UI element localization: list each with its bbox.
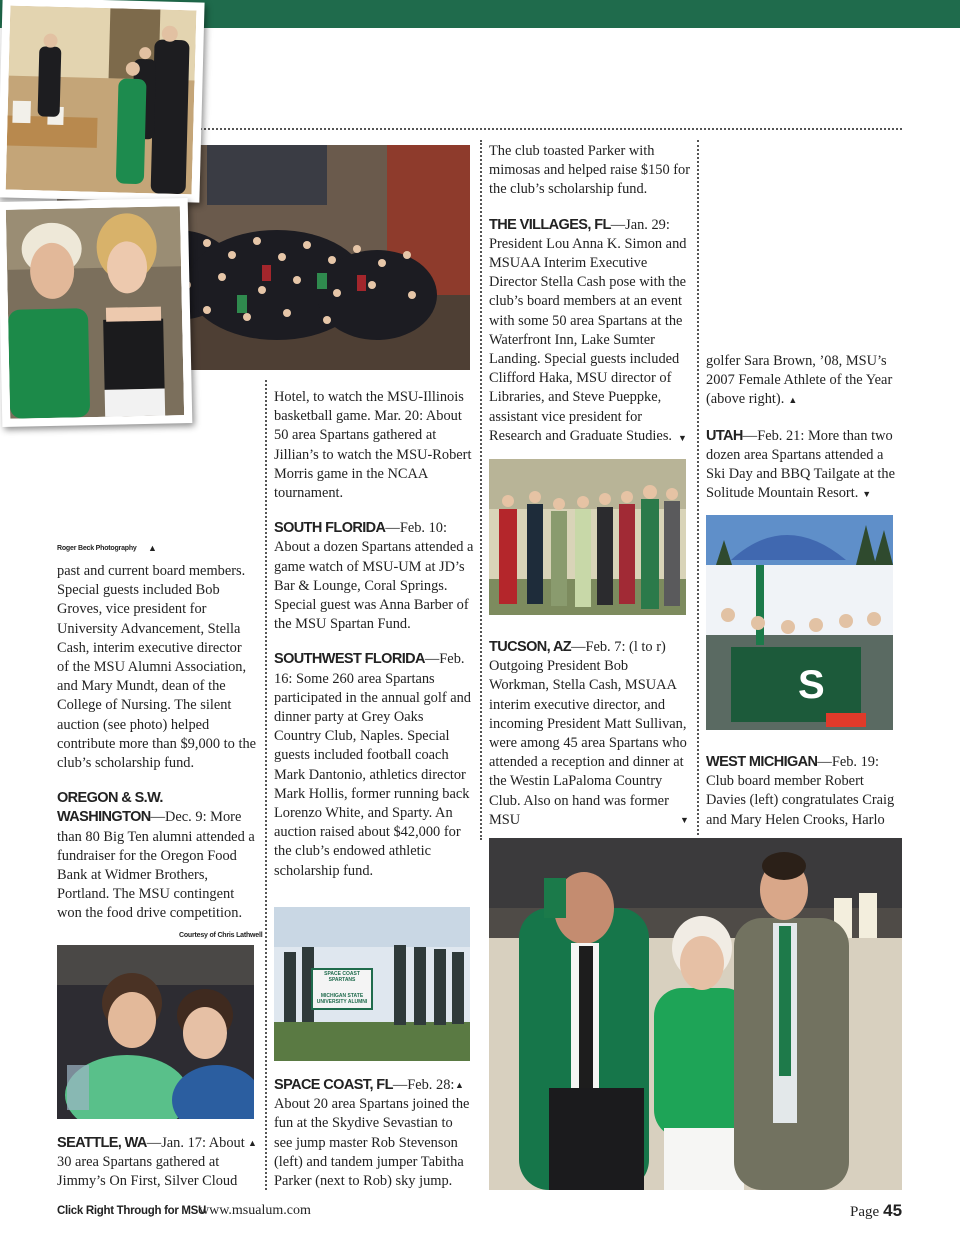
utah-story [706, 427, 900, 505]
space-coast-body: —Feb. 28: About 20 area Spartans joined the fun at the Skydive Sevastian to see jump master Rob Stevenson (left) and tandem jumper Tabitha Parker (next to Rob) sky jump. [274, 1077, 470, 1190]
west-michigan-story [706, 753, 900, 830]
tucson-body: —Feb. 7: (l to r) Outgoing President Bob Workman, Stella Cash, MSUAA interim executive director, and incoming President Matt Sullivan, were among 45 area Spartans who attended a reception and dinner at the Westin LaPaloma Country Club. Also on hand was former MSU [489, 639, 687, 828]
arrow-down-icon: ▼ [678, 433, 687, 443]
villages-story [489, 216, 691, 446]
space-coast-story [274, 1076, 474, 1191]
banner-title: SPACE COAST SPARTANS [324, 971, 360, 983]
west-michigan-heading: WEST MICHIGAN [706, 754, 818, 770]
page-label: Page [850, 1204, 880, 1220]
photo-utah-ski-day [706, 515, 893, 730]
tucson-story [489, 638, 691, 830]
mimosas-text: The club toasted Parker with mimosas and helped raise $150 for the club’s scholarship fund. [489, 143, 691, 198]
south-florida-body: —Feb. 10: About a dozen Spartans attended a game watch of MSU-UM at JD’s Bar & Lounge, Coral Springs. Special guest was Anna Barber of the MSU Spartan Fund. [274, 520, 474, 633]
column-2 [274, 388, 474, 881]
banner-subtitle: MICHIGAN STATE UNIVERSITY ALUMNI [316, 993, 368, 1005]
board-members-text: past and current board members. Special guests included Bob Groves, vice president for University Advancement, Stella Cash, interim executive director of the MSU Alumni Association, and Mary Mundt, dean of the College of Nursing. The silent auction (see photo) helped contribute more than $9,000 to the club’s scholarship fund. [57, 563, 257, 772]
utah-heading: UTAH [706, 427, 743, 444]
sw-florida-heading: SOUTHWEST FLORIDA [274, 651, 425, 668]
villages-heading: THE VILLAGES, FL [489, 216, 611, 233]
flag-letter: S [798, 663, 825, 707]
oregon-heading: OREGON & S.W. WASHINGTON [57, 790, 163, 826]
arrow-up-icon: ▲ [455, 1080, 464, 1090]
page-number-label [850, 1201, 902, 1221]
villages-body: —Jan. 29: President Lou Anna K. Simon and MSUAA Interim Executive Director Stella Cash pose with the club’s board members at an event with some 50 area Spartans at the Waterfront Inn, Lake Sumter Landing. Special guests included Clifford Haka, MSU director of Libraries, and Steve Pueppke, assistant vice president for Research and Graduate Studies. [489, 216, 687, 444]
column-divider-3 [697, 140, 699, 835]
footer-url[interactable]: www.msualum.com [199, 1203, 311, 1218]
seattle-heading: SEATTLE, WA [57, 1135, 147, 1151]
seattle-body: —Jan. 17: About 30 area Spartans gathered at Jimmy’s On First, Silver Cloud [57, 1135, 245, 1190]
illinois-game-text: Hotel, to watch the MSU-Illinois basketball game. Mar. 20: About 50 area Spartans gathered at Jillian’s to watch the MSU-Robert Morris game in the NCAA tournament. [274, 389, 472, 502]
photo-space-coast [274, 907, 470, 1061]
sw-florida-story [274, 650, 474, 880]
photo-credit-seattle: Courtesy of Chris Lathwell [179, 932, 263, 939]
column-divider-2 [480, 140, 482, 840]
photo-silent-auction [0, 0, 205, 203]
sw-florida-body: —Feb. 16: Some 260 area Spartans participated in the annual golf and dinner party at Grey Oaks Country Club, Naples. Special guests included football coach Mark Dantonio, athletics director Mark Hollis, former running back Lorenzo White, and Sparty. An auction raised about $42,000 for the club’s endowed athletic scholarship fund. [274, 651, 471, 879]
column-4 [706, 352, 900, 504]
utah-body: —Feb. 21: More than two dozen area Spartans attended a Ski Day and BBQ Tailgate at the Solitude Mountain Resort. [706, 427, 895, 502]
space-coast-heading: SPACE COAST, FL [274, 1077, 393, 1093]
west-michigan-body: —Feb. 19: Club board member Robert Davies (left) congratulates Craig and Mary Helen Crooks, Harlo [706, 754, 895, 828]
column-1 [57, 562, 257, 924]
arrow-up-icon: ▲ [788, 395, 798, 406]
sara-brown-body: golfer Sara Brown, ’08, MSU’s 2007 Female Athlete of the Year (above right). [706, 353, 893, 408]
arrow-up-icon: ▲ [148, 543, 157, 553]
photo-credit-banquet: Roger Beck Photography [57, 545, 137, 552]
oregon-story [57, 789, 257, 923]
photo-stella-and-sara [0, 198, 192, 427]
arrow-up-icon: ▲ [248, 1138, 257, 1148]
arrow-down-icon: ▼ [862, 489, 872, 500]
page-number: 45 [883, 1201, 903, 1220]
photo-villages [489, 459, 686, 615]
arrow-down-icon: ▼ [680, 815, 689, 825]
south-florida-heading: SOUTH FLORIDA [274, 520, 386, 537]
seattle-story [57, 1134, 257, 1192]
oregon-body: —Dec. 9: More than 80 Big Ten alumni attended a fundraiser for the Oregon Food Bank at Widmer Brothers, Portland. The MSU contingent won the food drive competition. [57, 809, 255, 922]
column-3 [489, 142, 691, 446]
photo-seattle [57, 945, 254, 1119]
footer-tagline: Click Right Through for MSU [57, 1205, 207, 1217]
column-divider-1 [265, 380, 267, 1190]
photo-west-michigan [489, 838, 902, 1190]
tucson-heading: TUCSON, AZ [489, 639, 572, 655]
south-florida-story [274, 519, 474, 634]
sara-brown-text [706, 352, 900, 411]
